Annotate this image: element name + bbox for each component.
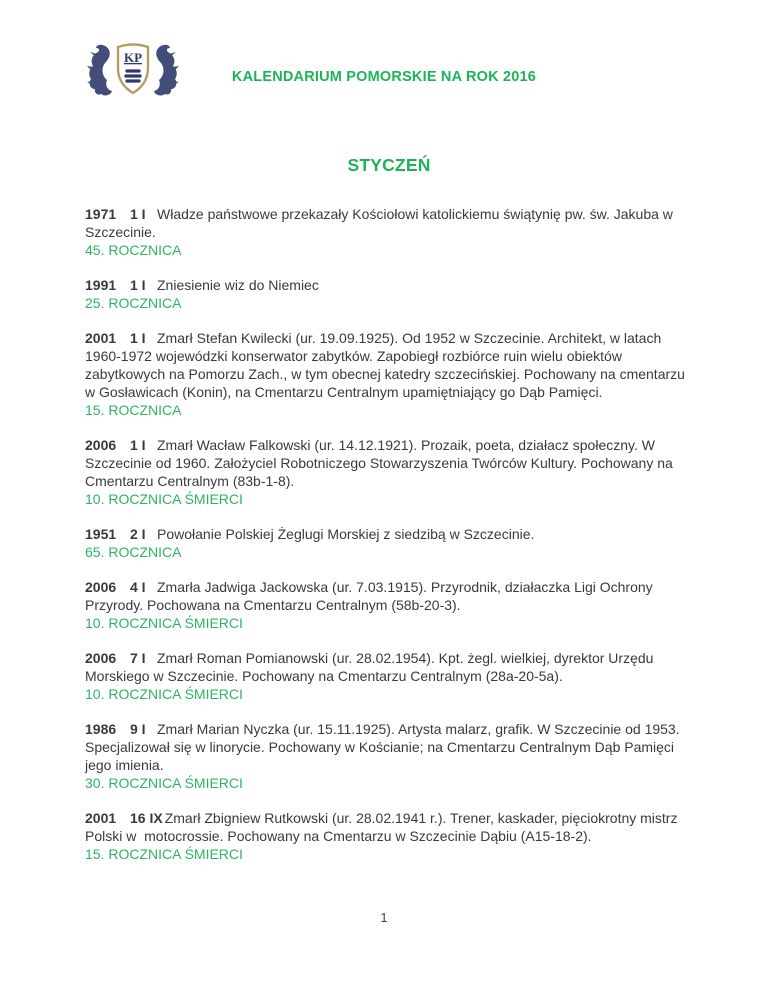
document-title: KALENDARIUM POMORSKIE NA ROK 2016 [231, 69, 537, 85]
entry-body [85, 578, 693, 614]
calendar-entry [85, 436, 693, 508]
calendar-entry [85, 720, 693, 792]
entry-body [85, 329, 693, 401]
entry-date: 16 IX [130, 810, 163, 826]
entry-year: 2006 [85, 579, 117, 595]
entry-anniversary: 10. ROCZNICA ŚMIERCI [85, 491, 243, 507]
entry-date: 1 I [130, 330, 146, 346]
entry-body [85, 205, 693, 241]
entry-date: 1 I [130, 277, 146, 293]
entry-date: 4 I [130, 579, 146, 595]
entry-year: 2006 [85, 650, 117, 666]
entry-text: Zmarł Wacław Falkowski (ur. 14.12.1921). Prozaik, poeta, działacz społeczny. W Szczecinie od 1960. Założyciel Robotniczego Stowarzyszenia Twórców Kultury. Pochowany na Cmentarzu Centralnym (83b-1-8). [85, 437, 673, 489]
entry-year: 2001 [85, 810, 117, 826]
entry-anniversary: 10. ROCZNICA ŚMIERCI [85, 615, 243, 631]
calendar-entry [85, 809, 693, 863]
entry-date: 2 I [130, 526, 146, 542]
entry-text: Zmarł Roman Pomianowski (ur. 28.02.1954). Kpt. żegl. wielkiej, dyrektor Urzędu Morskiego w Szczecinie. Pochowany na Cmentarzu Centralnym (28a-20-5a). [85, 650, 654, 684]
entry-body [85, 276, 693, 294]
entry-body [85, 809, 693, 845]
entry-text: Zmarł Marian Nyczka (ur. 15.11.1925). Artysta malarz, grafik. W Szczecinie od 1953. Specjalizował się w linorycie. Pochowany w Kościanie; na Cmentarzu Centralnym Dąb Pamięci jego imienia. [85, 721, 680, 773]
entry-year: 1986 [85, 721, 117, 737]
calendar-entry [85, 329, 693, 419]
entries [85, 205, 693, 863]
entry-text: Władze państwowe przekazały Kościołowi katolickiemu świątynię pw. św. Jakuba w Szczecinie. [85, 206, 673, 240]
entry-date: 9 I [130, 721, 146, 737]
entry-year: 1951 [85, 526, 117, 542]
entry-anniversary: 25. ROCZNICA [85, 295, 182, 311]
entry-year: 2001 [85, 330, 117, 346]
calendar-entry [85, 525, 693, 561]
entry-year: 1991 [85, 277, 117, 293]
calendar-entry [85, 276, 693, 312]
calendar-content [85, 155, 693, 880]
calendar-entry [85, 649, 693, 703]
entry-year: 1971 [85, 206, 117, 222]
entry-year: 2006 [85, 437, 117, 453]
calendar-entry [85, 578, 693, 632]
entry-text: Powołanie Polskiej Żeglugi Morskiej z siedzibą w Szczecinie. [157, 526, 535, 542]
entry-text: Zmarł Stefan Kwilecki (ur. 19.09.1925). Od 1952 w Szczecinie. Architekt, w latach 1960-1972 wojewódzki konserwator zabytków. Zapobiegł rozbiórce ruin wielu obiektów zabytkowych na Pomorzu Zach., w tym obecnej katedry szczecińskiej. Pochowany na cmentarzu w Gosławicach (Konin), na Cmentarzu Centralnym upamiętniający go Dąb Pamięci. [85, 330, 685, 400]
entry-anniversary: 10. ROCZNICA ŚMIERCI [85, 686, 243, 702]
entry-text: Zmarła Jadwiga Jackowska (ur. 7.03.1915). Przyrodnik, działaczka Ligi Ochrony Przyrody. Pochowana na Cmentarzu Centralnym (58b-20-3). [85, 579, 653, 613]
entry-date: 7 I [130, 650, 146, 666]
entry-body [85, 720, 693, 774]
entry-text: Zniesienie wiz do Niemiec [157, 277, 319, 293]
entry-anniversary: 65. ROCZNICA [85, 544, 182, 560]
entry-anniversary: 30. ROCZNICA ŚMIERCI [85, 775, 243, 791]
month-heading: STYCZEŃ [347, 155, 431, 175]
logo-initials: KP [123, 50, 143, 65]
calendar-entry [85, 205, 693, 259]
page-number: 1 [380, 910, 388, 925]
entry-body [85, 525, 693, 543]
entry-date: 1 I [130, 206, 146, 222]
entry-anniversary: 15. ROCZNICA ŚMIERCI [85, 846, 243, 862]
entry-body [85, 436, 693, 490]
entry-date: 1 I [130, 437, 146, 453]
entry-body [85, 649, 693, 685]
entry-anniversary: 45. ROCZNICA [85, 242, 182, 258]
entry-anniversary: 15. ROCZNICA [85, 402, 182, 418]
entry-text: Zmarł Zbigniew Rutkowski (ur. 28.02.1941 r.). Trener, kaskader, pięciokrotny mistrz Polski w motocrossie. Pochowany na Cmentarzu w Szczecinie Dąbiu (A15-18-2). [85, 810, 678, 844]
